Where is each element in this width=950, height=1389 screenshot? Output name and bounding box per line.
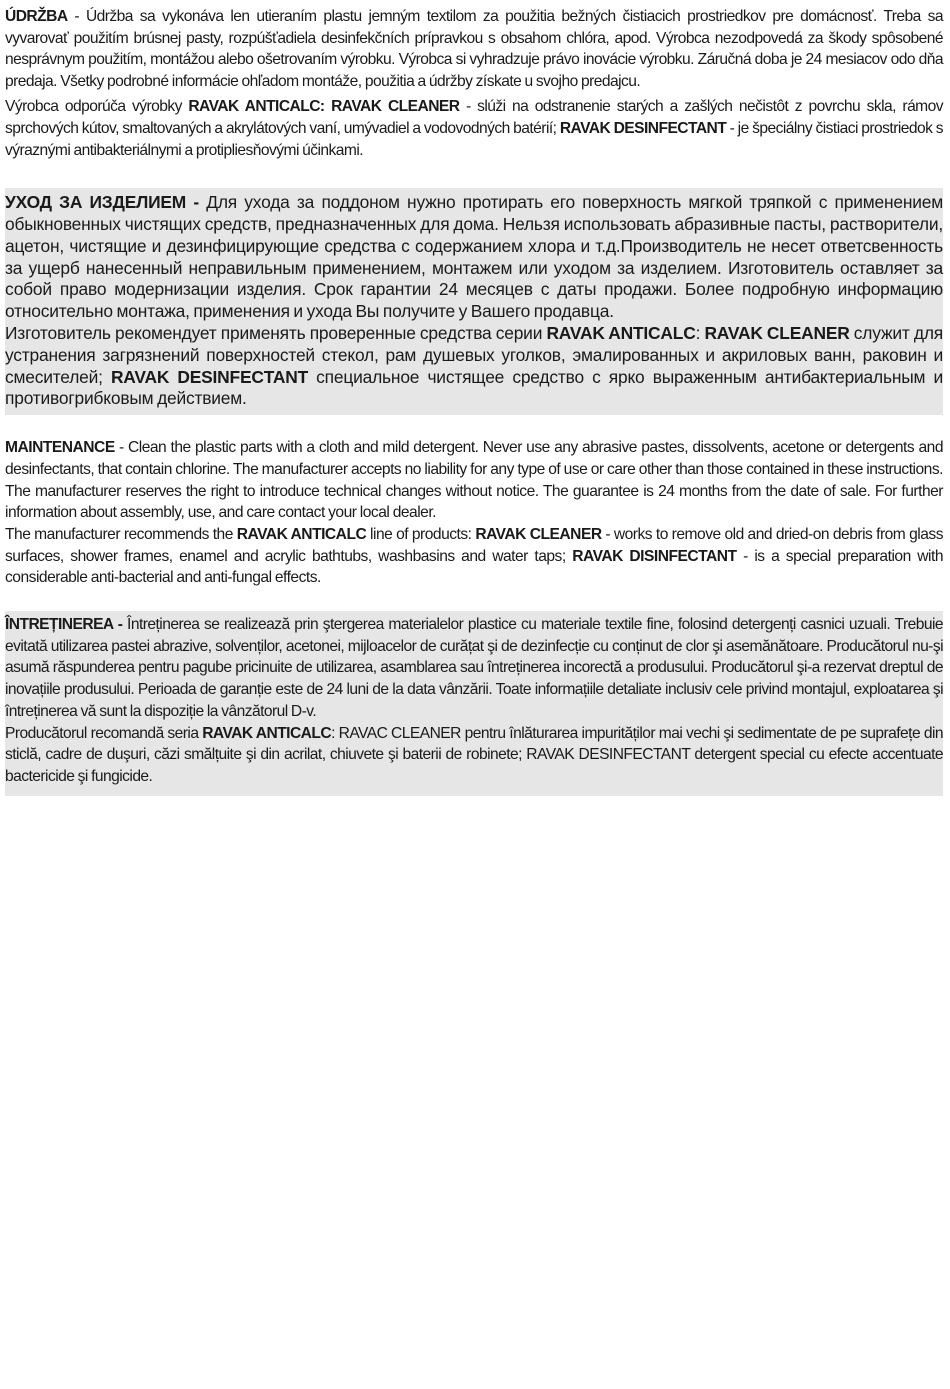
text-lead-en: The manufacturer recommends the [5,525,237,543]
brand-anticalc-ro: RAVAK ANTICALC [202,724,332,742]
text-lead-ru: Изготовитель рекомендует применять проверенные средства серии [5,322,547,343]
brand-anticalc-en: RAVAK ANTICALC [236,525,367,543]
text-tail-en: - is a special preparation with considerable anti-bacterial and anti-fungal effects. [5,547,944,587]
paragraph-recommendation-en [5,524,943,589]
text-tail-ru: специальное чистящее средство с ярко выраженным антибактериальным и противогрибковым действием. [5,366,943,409]
section-russian [5,188,943,415]
section-slovak [5,6,943,161]
brand-cleaner-en: RAVAK CLEANER [475,525,602,543]
brand-desinfectant-sk: RAVAK DESINFECTANT [559,119,727,137]
brand-anticalc-cleaner-sk: RAVAK ANTICALC: RAVAK CLEANER [188,98,460,116]
text-mid1-en: line of products: [366,525,476,543]
heading-maintenance: MAINTENANCE [5,439,115,457]
text-maintenance-ro: Întreținerea se realizează prin ştergerea materialelor plastice cu materiale textile fine, folosind detergenți casnici uzuali. Trebuie evitată utilizarea pastei abrazive, solvenților, acetonei, mijloacelor de curățat şi de dezinfecție cu conținut de clor şi asemănătoare. Producătorul nu-şi asumă răspunderea pentru pagube pricinuite de utilizarea, asamblarea sau întreținerea incorectă a produsului. Producătorul şi-a rezervat dreptul de inovațiile produsului. Perioada de garanție este de 24 luni de la data vânzării. Toate informațiile detaliate inclusiv cele privind montajul, exploatarea şi întreținerea vă sunt la dispoziție la vânzătorul D-v. [5,616,943,720]
brand-cleaner-ru: RAVAK CLEANER [704,322,850,343]
heading-uhod: УХОД ЗА ИЗДЕЛИЕМ - [5,192,199,213]
text-sep-ru: : [695,322,705,343]
text-lead-ro: Producătorul recomandă seria [5,724,203,742]
document-page [5,6,943,796]
brand-anticalc-ru: RAVAK ANTICALC [546,322,696,343]
paragraph-maintenance-ro [5,614,943,723]
paragraph-maintenance-en [5,437,943,524]
section-romanian [5,611,943,796]
paragraph-recommendation-ru [5,323,943,410]
brand-desinfectant-ru: RAVAK DESINFECTANT [110,366,308,387]
paragraph-recommendation-sk [5,96,943,161]
paragraph-maintenance-sk [5,6,943,92]
text-lead-sk: Výrobca odporúča výrobky [5,98,189,116]
heading-intretinerea: ÎNTREȚINEREA - [5,616,123,634]
paragraph-recommendation-ro [5,723,943,788]
text-mid-ru: служит для устранения загрязнений поверхностей стекол, рам душевых уголков, эмалированных и акриловых ванн, раковин и смесителей; [5,322,943,387]
paragraph-maintenance-ru [5,192,943,323]
heading-udrzba: ÚDRŽBA [5,8,68,25]
text-mid-sk: - slúži na odstranenie starých a zašlých nečistôt z povrchu skla, rámov sprchových kútov, smaltovaných a akrylátových vaní, umývadiel a vodovodných batérií; [5,98,943,137]
brand-disinfectant-en: RAVAK DISINFECTANT [572,547,737,565]
text-maintenance-en: - Clean the plastic parts with a cloth and mild detergent. Never use any abrasive pastes, dissolvents, acetone or detergents and desinfectants, that contain chlorine. The manufacturer accepts no liability for any type of use or care other than those contained in these instructions. The manufacturer reserves the right to introduce technical changes without notice. The guarantee is 24 months from the date of sale. For further information about assembly, use, and care contact your local dealer. [5,439,943,522]
text-mid2-en: - works to remove old and dried-on debris from glass surfaces, shower frames, enamel and acrylic bathtubs, washbasins and water taps; [5,525,943,565]
text-maintenance-sk: - Údržba sa vykonáva len utieraním plastu jemným textilom za použitia bežných čistiacich prostriedkov pre domácnosť. Treba sa vyvarovať použitím brúsnej pasty, rozpúšťadiela desinfekčních prípravkou s obsahom chlóra, apod. Výrobca nezodpovedá za škody spôsobené nesprávnym použitím, montážou alebo ošetrovaním výrobku. Výrobca si vyhradzuje právo inovácie výrobku. Záručná doba je 24 mesiacov odo dňa predaja. Všetky podrobné informácie ohľadom montáže, použitia a údržby získate u svojho predajcu. [5,8,943,90]
text-tail-sk: - je špeciálny čistiaci prostriedok s výraznými antibakteriálnymi a protipliesňovými účinkami. [5,119,944,159]
text-maintenance-ru: Для ухода за поддоном нужно протирать его поверхность мягкой тряпкой с применением обыкновенных чистящих средств, предназначенных для дома. Нельзя использовать абразивные пасты, растворители, ацетон, чистящие и дезинфицирующие средства с содержанием хлора и т.д.Производитель не несет ответсвенность за ущерб нанесенный неправильным применением, монтажем или уходом за изделием. Изготовитель оставляет за собой право модернизации изделия. Срок гарантии 24 месяцев с даты продажи. Более подробную информацию относительно монтажа, применения и ухода Вы получите у Вашего продавца. [5,192,943,322]
text-tail-ro: : RAVAC CLEANER pentru înlăturarea impurităților mai vechi şi sedimentate de pe suprafețe din sticlă, cadre de duşuri, căzi smălțuite şi din acrilat, chiuvete şi baterii de robinete; RAVAK DESINFECTANT detergent special cu efecte accentuate bactericide şi fungicide. [5,724,944,785]
section-english [5,437,943,589]
